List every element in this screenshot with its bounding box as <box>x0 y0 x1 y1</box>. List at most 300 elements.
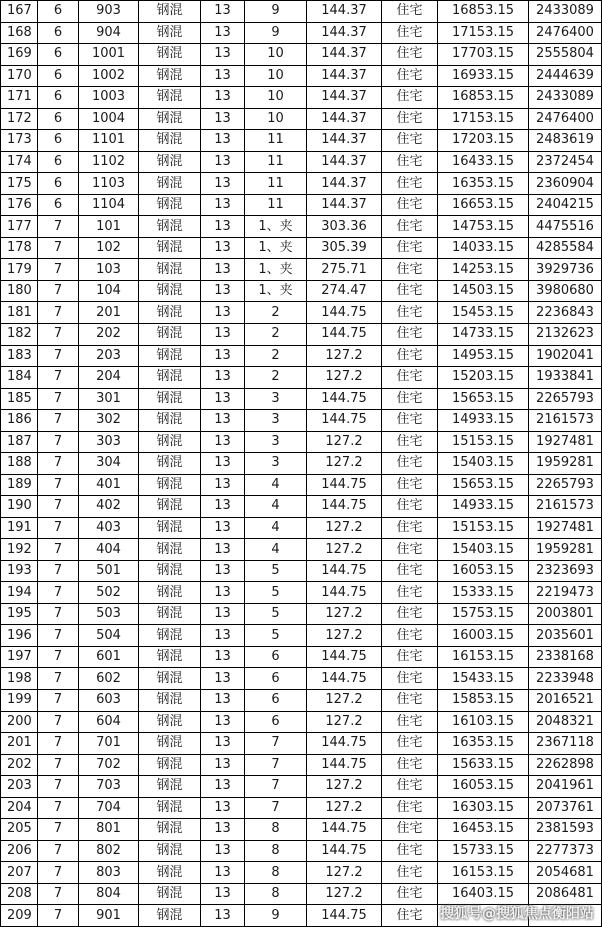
table-row <box>1 668 602 690</box>
usage-cell: 住宅 <box>382 367 438 389</box>
usage-cell: 住宅 <box>382 323 438 345</box>
structure-cell: 钢混 <box>139 668 201 690</box>
usage-cell: 住宅 <box>382 194 438 216</box>
table-row <box>1 711 602 733</box>
table-row <box>1 496 602 518</box>
floor-cell: 10 <box>245 65 307 87</box>
building-cell: 7 <box>38 388 79 410</box>
floor-cell: 5 <box>245 560 307 582</box>
total-price-cell: 2433089 <box>529 87 602 109</box>
room-number-cell: 204 <box>79 367 139 389</box>
unit-price-cell: 16103.15 <box>438 711 529 733</box>
usage-cell: 住宅 <box>382 819 438 841</box>
table-row <box>1 130 602 152</box>
room-number-cell: 901 <box>79 905 139 927</box>
area-cell: 275.71 <box>307 259 382 281</box>
room-number-cell: 802 <box>79 840 139 862</box>
usage-cell: 住宅 <box>382 517 438 539</box>
area-cell: 127.2 <box>307 625 382 647</box>
area-cell: 144.75 <box>307 819 382 841</box>
row-number-cell: 206 <box>1 840 38 862</box>
table-row <box>1 65 602 87</box>
table-row <box>1 367 602 389</box>
total-price-cell: 3980680 <box>529 280 602 302</box>
total-price-cell: 1959281 <box>529 539 602 561</box>
structure-cell: 钢混 <box>139 453 201 475</box>
unit-price-cell: 15633.15 <box>438 754 529 776</box>
total-price-cell: 2476400 <box>529 108 602 130</box>
unit-price-cell: 16933.15 <box>438 65 529 87</box>
row-number-cell: 180 <box>1 280 38 302</box>
building-cell: 6 <box>38 173 79 195</box>
unit-price-cell: 15453.15 <box>438 302 529 324</box>
unit-price-cell: 17153.15 <box>438 108 529 130</box>
area-cell: 144.37 <box>307 22 382 44</box>
total-floors-cell: 13 <box>201 280 245 302</box>
usage-cell: 住宅 <box>382 388 438 410</box>
area-cell: 127.2 <box>307 690 382 712</box>
usage-cell: 住宅 <box>382 216 438 238</box>
building-cell: 6 <box>38 65 79 87</box>
total-floors-cell: 13 <box>201 625 245 647</box>
row-number-cell: 173 <box>1 130 38 152</box>
structure-cell: 钢混 <box>139 388 201 410</box>
total-price-cell: 1933841 <box>529 367 602 389</box>
floor-cell: 3 <box>245 388 307 410</box>
structure-cell: 钢混 <box>139 474 201 496</box>
total-floors-cell: 13 <box>201 496 245 518</box>
area-cell: 127.2 <box>307 883 382 905</box>
total-floors-cell: 13 <box>201 367 245 389</box>
room-number-cell: 103 <box>79 259 139 281</box>
row-number-cell: 168 <box>1 22 38 44</box>
table-body <box>1 1 602 927</box>
total-price-cell: 1959281 <box>529 453 602 475</box>
area-cell: 144.37 <box>307 44 382 66</box>
area-cell: 127.2 <box>307 345 382 367</box>
total-floors-cell: 13 <box>201 22 245 44</box>
row-number-cell: 200 <box>1 711 38 733</box>
total-floors-cell: 13 <box>201 130 245 152</box>
area-cell: 127.2 <box>307 862 382 884</box>
unit-price-cell: 16353.15 <box>438 173 529 195</box>
table-row <box>1 173 602 195</box>
total-price-cell: 4285584 <box>529 237 602 259</box>
unit-price-cell: 16153.15 <box>438 862 529 884</box>
row-number-cell: 179 <box>1 259 38 281</box>
usage-cell: 住宅 <box>382 1 438 23</box>
table-row <box>1 216 602 238</box>
structure-cell: 钢混 <box>139 410 201 432</box>
usage-cell: 住宅 <box>382 539 438 561</box>
table-row <box>1 539 602 561</box>
unit-price-cell: 15853.15 <box>438 690 529 712</box>
building-cell: 7 <box>38 646 79 668</box>
structure-cell: 钢混 <box>139 431 201 453</box>
table-row <box>1 388 602 410</box>
table-row <box>1 797 602 819</box>
area-cell: 144.75 <box>307 646 382 668</box>
table-row <box>1 302 602 324</box>
unit-price-cell: 15153.15 <box>438 517 529 539</box>
area-cell: 144.37 <box>307 87 382 109</box>
unit-price-cell: 17703.15 <box>438 44 529 66</box>
structure-cell: 钢混 <box>139 44 201 66</box>
usage-cell: 住宅 <box>382 237 438 259</box>
usage-cell: 住宅 <box>382 474 438 496</box>
row-number-cell: 196 <box>1 625 38 647</box>
floor-cell: 4 <box>245 474 307 496</box>
building-cell: 7 <box>38 237 79 259</box>
area-cell: 144.75 <box>307 733 382 755</box>
usage-cell: 住宅 <box>382 44 438 66</box>
area-cell: 144.37 <box>307 173 382 195</box>
unit-price-cell: 15153.15 <box>438 431 529 453</box>
area-cell: 144.37 <box>307 108 382 130</box>
structure-cell: 钢混 <box>139 754 201 776</box>
total-price-cell: 2338168 <box>529 646 602 668</box>
total-price-cell: 2265793 <box>529 388 602 410</box>
usage-cell: 住宅 <box>382 560 438 582</box>
floor-cell: 1、夹 <box>245 237 307 259</box>
row-number-cell: 202 <box>1 754 38 776</box>
total-price-cell: 2360904 <box>529 173 602 195</box>
floor-cell: 2 <box>245 345 307 367</box>
table-row <box>1 410 602 432</box>
usage-cell: 住宅 <box>382 22 438 44</box>
structure-cell: 钢混 <box>139 173 201 195</box>
floor-cell: 8 <box>245 862 307 884</box>
structure-cell: 钢混 <box>139 367 201 389</box>
area-cell: 144.75 <box>307 582 382 604</box>
structure-cell: 钢混 <box>139 496 201 518</box>
structure-cell: 钢混 <box>139 345 201 367</box>
room-number-cell: 704 <box>79 797 139 819</box>
floor-cell: 10 <box>245 87 307 109</box>
structure-cell: 钢混 <box>139 1 201 23</box>
floor-cell: 5 <box>245 582 307 604</box>
room-number-cell: 1103 <box>79 173 139 195</box>
area-cell: 303.36 <box>307 216 382 238</box>
building-cell: 7 <box>38 711 79 733</box>
floor-cell: 10 <box>245 108 307 130</box>
total-floors-cell: 13 <box>201 862 245 884</box>
usage-cell: 住宅 <box>382 733 438 755</box>
floor-cell: 6 <box>245 646 307 668</box>
row-number-cell: 193 <box>1 560 38 582</box>
floor-cell: 3 <box>245 410 307 432</box>
area-cell: 127.2 <box>307 603 382 625</box>
unit-price-cell: 16433.15 <box>438 151 529 173</box>
row-number-cell: 198 <box>1 668 38 690</box>
room-number-cell: 1003 <box>79 87 139 109</box>
structure-cell: 钢混 <box>139 539 201 561</box>
building-cell: 6 <box>38 108 79 130</box>
total-price-cell: 2372454 <box>529 151 602 173</box>
row-number-cell: 197 <box>1 646 38 668</box>
usage-cell: 住宅 <box>382 130 438 152</box>
unit-price-cell: 14753.15 <box>438 216 529 238</box>
total-price-cell: 2035601 <box>529 625 602 647</box>
area-cell: 127.2 <box>307 797 382 819</box>
row-number-cell: 201 <box>1 733 38 755</box>
watermark: 搜狐号@搜狐焦点衡阳站 <box>440 906 594 922</box>
table-row <box>1 733 602 755</box>
usage-cell: 住宅 <box>382 690 438 712</box>
floor-cell: 6 <box>245 690 307 712</box>
floor-cell: 11 <box>245 173 307 195</box>
row-number-cell: 191 <box>1 517 38 539</box>
total-price-cell: 2233948 <box>529 668 602 690</box>
total-price-cell: 1927481 <box>529 517 602 539</box>
floor-cell: 8 <box>245 883 307 905</box>
floor-cell: 8 <box>245 840 307 862</box>
floor-cell: 7 <box>245 754 307 776</box>
usage-cell: 住宅 <box>382 280 438 302</box>
total-price-cell: 2161573 <box>529 496 602 518</box>
area-cell: 144.37 <box>307 1 382 23</box>
total-floors-cell: 13 <box>201 711 245 733</box>
row-number-cell: 189 <box>1 474 38 496</box>
floor-cell: 9 <box>245 22 307 44</box>
row-number-cell: 177 <box>1 216 38 238</box>
row-number-cell: 172 <box>1 108 38 130</box>
structure-cell: 钢混 <box>139 151 201 173</box>
floor-cell: 9 <box>245 905 307 927</box>
building-cell: 6 <box>38 194 79 216</box>
building-cell: 7 <box>38 668 79 690</box>
structure-cell: 钢混 <box>139 560 201 582</box>
usage-cell: 住宅 <box>382 883 438 905</box>
room-number-cell: 803 <box>79 862 139 884</box>
usage-cell: 住宅 <box>382 582 438 604</box>
room-number-cell: 1002 <box>79 65 139 87</box>
area-cell: 144.75 <box>307 754 382 776</box>
total-floors-cell: 13 <box>201 905 245 927</box>
unit-price-cell: 14033.15 <box>438 237 529 259</box>
building-cell: 7 <box>38 560 79 582</box>
area-cell: 127.2 <box>307 431 382 453</box>
room-number-cell: 402 <box>79 496 139 518</box>
total-price-cell: 4475516 <box>529 216 602 238</box>
building-cell: 7 <box>38 690 79 712</box>
total-price-cell: 2265793 <box>529 474 602 496</box>
total-price-cell: 3929736 <box>529 259 602 281</box>
total-floors-cell: 13 <box>201 883 245 905</box>
usage-cell: 住宅 <box>382 151 438 173</box>
total-floors-cell: 13 <box>201 474 245 496</box>
floor-cell: 2 <box>245 302 307 324</box>
total-floors-cell: 13 <box>201 582 245 604</box>
row-number-cell: 188 <box>1 453 38 475</box>
row-number-cell: 178 <box>1 237 38 259</box>
structure-cell: 钢混 <box>139 797 201 819</box>
building-cell: 7 <box>38 453 79 475</box>
table-row <box>1 44 602 66</box>
floor-cell: 11 <box>245 194 307 216</box>
floor-cell: 8 <box>245 819 307 841</box>
total-price-cell: 2219473 <box>529 582 602 604</box>
structure-cell: 钢混 <box>139 625 201 647</box>
room-number-cell: 801 <box>79 819 139 841</box>
structure-cell: 钢混 <box>139 65 201 87</box>
usage-cell: 住宅 <box>382 302 438 324</box>
usage-cell: 住宅 <box>382 905 438 927</box>
unit-price-cell: 14953.15 <box>438 345 529 367</box>
area-cell: 127.2 <box>307 517 382 539</box>
unit-price-cell: 16153.15 <box>438 646 529 668</box>
table-row <box>1 453 602 475</box>
building-cell: 7 <box>38 517 79 539</box>
table-row <box>1 819 602 841</box>
area-cell: 127.2 <box>307 539 382 561</box>
row-number-cell: 192 <box>1 539 38 561</box>
table-row <box>1 323 602 345</box>
area-cell: 144.75 <box>307 905 382 927</box>
total-floors-cell: 13 <box>201 302 245 324</box>
floor-cell: 2 <box>245 367 307 389</box>
total-floors-cell: 13 <box>201 603 245 625</box>
table-row <box>1 883 602 905</box>
room-number-cell: 101 <box>79 216 139 238</box>
area-cell: 144.75 <box>307 560 382 582</box>
table-row <box>1 776 602 798</box>
table-row <box>1 259 602 281</box>
unit-price-cell: 16353.15 <box>438 733 529 755</box>
room-number-cell: 1001 <box>79 44 139 66</box>
row-number-cell: 194 <box>1 582 38 604</box>
table-row <box>1 22 602 44</box>
table-row <box>1 840 602 862</box>
row-number-cell: 190 <box>1 496 38 518</box>
usage-cell: 住宅 <box>382 410 438 432</box>
room-number-cell: 502 <box>79 582 139 604</box>
row-number-cell: 176 <box>1 194 38 216</box>
row-number-cell: 187 <box>1 431 38 453</box>
total-floors-cell: 13 <box>201 560 245 582</box>
room-number-cell: 1101 <box>79 130 139 152</box>
area-cell: 274.47 <box>307 280 382 302</box>
building-cell: 7 <box>38 862 79 884</box>
area-cell: 305.39 <box>307 237 382 259</box>
structure-cell: 钢混 <box>139 87 201 109</box>
total-price-cell: 2086481 <box>529 883 602 905</box>
table-row <box>1 108 602 130</box>
structure-cell: 钢混 <box>139 259 201 281</box>
table-row <box>1 194 602 216</box>
area-cell: 144.37 <box>307 194 382 216</box>
building-cell: 7 <box>38 625 79 647</box>
floor-cell: 6 <box>245 711 307 733</box>
usage-cell: 住宅 <box>382 65 438 87</box>
building-cell: 7 <box>38 797 79 819</box>
usage-cell: 住宅 <box>382 431 438 453</box>
building-cell: 7 <box>38 410 79 432</box>
row-number-cell: 171 <box>1 87 38 109</box>
building-cell: 7 <box>38 754 79 776</box>
total-floors-cell: 13 <box>201 754 245 776</box>
table-row <box>1 345 602 367</box>
row-number-cell: 183 <box>1 345 38 367</box>
area-cell: 144.37 <box>307 130 382 152</box>
room-number-cell: 404 <box>79 539 139 561</box>
usage-cell: 住宅 <box>382 862 438 884</box>
room-number-cell: 504 <box>79 625 139 647</box>
table-row <box>1 517 602 539</box>
unit-price-cell: 17203.15 <box>438 130 529 152</box>
floor-cell: 3 <box>245 453 307 475</box>
room-number-cell: 604 <box>79 711 139 733</box>
unit-price-cell: 14933.15 <box>438 410 529 432</box>
row-number-cell: 169 <box>1 44 38 66</box>
room-number-cell: 1104 <box>79 194 139 216</box>
total-price-cell: 2483619 <box>529 130 602 152</box>
unit-price-cell: 14933.15 <box>438 496 529 518</box>
floor-cell: 6 <box>245 668 307 690</box>
usage-cell: 住宅 <box>382 625 438 647</box>
usage-cell: 住宅 <box>382 345 438 367</box>
table-row <box>1 87 602 109</box>
structure-cell: 钢混 <box>139 582 201 604</box>
total-floors-cell: 13 <box>201 259 245 281</box>
floor-cell: 2 <box>245 323 307 345</box>
row-number-cell: 204 <box>1 797 38 819</box>
room-number-cell: 602 <box>79 668 139 690</box>
unit-price-cell: 16853.15 <box>438 87 529 109</box>
room-number-cell: 303 <box>79 431 139 453</box>
table-row <box>1 690 602 712</box>
table-row <box>1 474 602 496</box>
room-number-cell: 201 <box>79 302 139 324</box>
total-floors-cell: 13 <box>201 819 245 841</box>
total-price-cell: 2367118 <box>529 733 602 755</box>
floor-cell: 5 <box>245 625 307 647</box>
building-cell: 7 <box>38 496 79 518</box>
building-cell: 7 <box>38 474 79 496</box>
building-cell: 7 <box>38 776 79 798</box>
building-cell: 7 <box>38 216 79 238</box>
area-cell: 144.75 <box>307 410 382 432</box>
floor-cell: 9 <box>245 1 307 23</box>
structure-cell: 钢混 <box>139 216 201 238</box>
floor-cell: 1、夹 <box>245 216 307 238</box>
unit-price-cell: 16303.15 <box>438 797 529 819</box>
total-floors-cell: 13 <box>201 733 245 755</box>
total-floors-cell: 13 <box>201 194 245 216</box>
total-price-cell: 2404215 <box>529 194 602 216</box>
building-cell: 7 <box>38 345 79 367</box>
structure-cell: 钢混 <box>139 711 201 733</box>
total-floors-cell: 13 <box>201 1 245 23</box>
total-price-cell: 2048321 <box>529 711 602 733</box>
building-cell: 6 <box>38 87 79 109</box>
area-cell: 144.75 <box>307 840 382 862</box>
total-floors-cell: 13 <box>201 323 245 345</box>
area-cell: 144.75 <box>307 323 382 345</box>
floor-cell: 5 <box>245 603 307 625</box>
unit-price-cell: 15203.15 <box>438 367 529 389</box>
unit-price-cell: 16453.15 <box>438 819 529 841</box>
unit-price-cell: 16053.15 <box>438 560 529 582</box>
total-floors-cell: 13 <box>201 173 245 195</box>
floor-cell: 11 <box>245 151 307 173</box>
room-number-cell: 701 <box>79 733 139 755</box>
unit-price-cell: 15403.15 <box>438 453 529 475</box>
total-floors-cell: 13 <box>201 108 245 130</box>
table-row <box>1 237 602 259</box>
row-number-cell: 181 <box>1 302 38 324</box>
building-cell: 7 <box>38 603 79 625</box>
